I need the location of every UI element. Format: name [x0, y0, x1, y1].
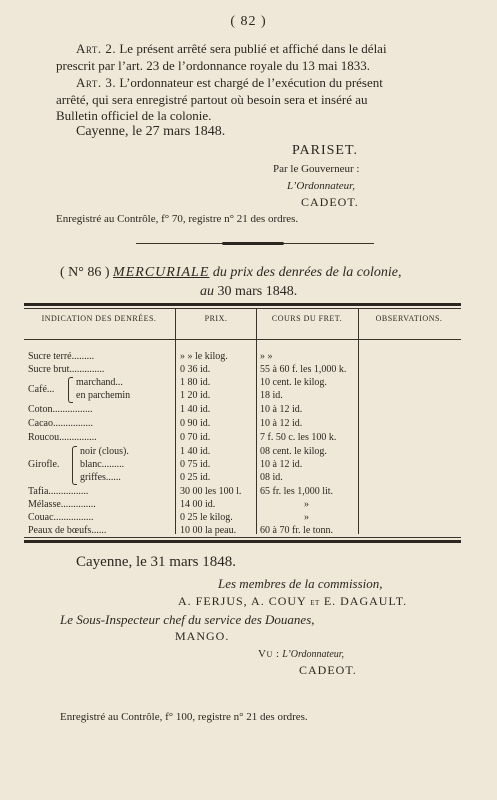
- row-name: Mélasse..............: [28, 499, 96, 510]
- art3-label: Art. 3.: [76, 75, 117, 90]
- ordonnateur-title-1: L’Ordonnateur,: [287, 180, 355, 192]
- row-freight: »: [304, 512, 309, 523]
- mercuriale-heading-line2: [200, 284, 297, 300]
- heading-date: 30 mars 1848.: [217, 284, 298, 299]
- commission-et: et: [310, 597, 320, 608]
- row-freight: 10 à 12 id.: [260, 459, 303, 470]
- row-freight: 60 à 70 fr. le tonn.: [260, 525, 334, 536]
- header-prix: PRIX.: [204, 314, 228, 323]
- row-price: 0 90 id.: [180, 418, 211, 429]
- place-date-1: Cayenne, le 27 mars 1848.: [76, 124, 226, 139]
- ordonnateur-title-2: L’Ordonnateur,: [282, 649, 345, 660]
- row-freight: » »: [260, 351, 273, 362]
- row-freight: 7 f. 50 c. les 100 k.: [260, 432, 337, 443]
- col-divider-3: [358, 308, 359, 534]
- row-freight: 10 cent. le kilog.: [260, 377, 327, 388]
- row-price: 0 75 id.: [180, 459, 211, 470]
- sous-inspecteur-title: Le Sous-Inspecteur chef du service des Douanes,: [60, 612, 315, 627]
- signatory-pariset: PARISET.: [292, 143, 358, 158]
- col-divider-2: [256, 308, 257, 534]
- art3-text-line1: L’ordonnateur est chargé de l’exécution du présent: [119, 75, 383, 90]
- row-name: Sucre terré.........: [28, 351, 95, 362]
- vu-line: [258, 648, 344, 660]
- signatory-cadeot-1: CADEOT.: [301, 195, 359, 209]
- row-name: Peaux de bœufs......: [28, 525, 107, 536]
- col-divider-1: [175, 308, 176, 534]
- header-observations: OBSERVATIONS.: [375, 314, 443, 323]
- brace-girofle: [72, 446, 77, 485]
- commission-names: [178, 594, 407, 609]
- row-price: 0 70 id.: [180, 432, 211, 443]
- header-fret: COURS DU FRET.: [271, 314, 343, 323]
- row-name: blanc.........: [80, 459, 125, 470]
- commission-title: Les membres de la commission,: [218, 576, 383, 591]
- page-number: ( 82 ): [230, 14, 267, 29]
- row-name: Coton................: [28, 404, 93, 415]
- table-bottom-rule-1: [24, 537, 461, 538]
- row-freight: 18 id.: [260, 390, 283, 401]
- row-price: 0 36 id.: [180, 364, 211, 375]
- row-price: 1 40 id.: [180, 404, 211, 415]
- brace-cafe: [68, 377, 73, 403]
- vu-label: Vu :: [258, 648, 280, 660]
- mercuriale-subtitle: du prix des denrées de la colonie,: [212, 265, 402, 280]
- art2-line1: [76, 41, 387, 57]
- row-freight: »: [304, 499, 309, 510]
- row-name: noir (clous).: [80, 446, 129, 457]
- separator-ornament: [222, 242, 284, 245]
- table-top-rule-2: [24, 308, 461, 309]
- commission-names-1: A. FERJUS, A. COUY: [178, 594, 307, 608]
- header-rule: [24, 339, 461, 340]
- art3-text-line2: arrêté, qui sera enregistré partout où besoin sera et inséré au: [56, 92, 368, 107]
- header-denrees: INDICATION DES DENRÉES.: [41, 314, 157, 323]
- row-name: griffes......: [80, 472, 121, 483]
- registration-2: Enregistré au Contrôle, f° 100, registre n° 21 des ordres.: [60, 711, 308, 723]
- art2-label: Art. 2.: [76, 41, 117, 56]
- row-freight: 08 cent. le kilog.: [260, 446, 327, 457]
- row-freight: 10 à 12 id.: [260, 418, 303, 429]
- row-name: Sucre brut..............: [28, 364, 105, 375]
- par-le-gouverneur: Par le Gouverneur :: [273, 163, 360, 175]
- price-table: [24, 303, 461, 541]
- row-price: 0 25 id.: [180, 472, 211, 483]
- row-price: 10 00 la peau.: [180, 525, 237, 536]
- mercuriale-title: MERCURIALE: [113, 265, 210, 280]
- signatory-mango: MANGO.: [175, 629, 230, 643]
- group-girofle: Girofle.: [28, 459, 60, 470]
- row-price: 1 40 id.: [180, 446, 211, 457]
- art2-text-line2: prescrit par l’art. 23 de l’ordonnance royale du 13 mai 1833.: [56, 58, 371, 73]
- row-freight: 10 à 12 id.: [260, 404, 303, 415]
- row-name: Couac................: [28, 512, 94, 523]
- row-name: Tafia................: [28, 486, 89, 497]
- signatory-cadeot-2: CADEOT.: [299, 663, 357, 677]
- row-name: Roucou...............: [28, 432, 97, 443]
- commission-names-2: E. DAGAULT.: [323, 594, 408, 608]
- table-top-rule: [24, 303, 461, 306]
- row-price: 1 20 id.: [180, 390, 211, 401]
- decree-number: ( N° 86 ): [60, 265, 110, 280]
- row-freight: 08 id.: [260, 472, 283, 483]
- row-name: marchand...: [76, 377, 123, 388]
- row-freight: 55 à 60 f. les 1,000 k.: [260, 364, 347, 375]
- art3-text-line3: Bulletin officiel de la colonie.: [56, 108, 212, 123]
- heading-au: au: [200, 284, 214, 299]
- row-name: Cacao................: [28, 418, 93, 429]
- table-bottom-rule-2: [24, 540, 461, 543]
- mercuriale-heading-line1: [60, 265, 401, 281]
- row-price: » » le kilog.: [180, 351, 228, 362]
- row-name: en parchemin: [76, 390, 131, 401]
- row-price: 14 00 id.: [180, 499, 216, 510]
- place-date-2: Cayenne, le 31 mars 1848.: [76, 554, 236, 570]
- row-price: 1 80 id.: [180, 377, 211, 388]
- art3-line1: [76, 75, 383, 91]
- row-freight: 65 fr. les 1,000 lit.: [260, 486, 334, 497]
- row-price: 30 00 les 100 l.: [180, 486, 242, 497]
- row-price: 0 25 le kilog.: [180, 512, 233, 523]
- registration-1: Enregistré au Contrôle, f° 70, registre n° 21 des ordres.: [56, 213, 299, 225]
- art2-text-line1: Le présent arrêté sera publié et affiché dans le délai: [119, 41, 387, 56]
- group-cafe: Café...: [28, 384, 55, 395]
